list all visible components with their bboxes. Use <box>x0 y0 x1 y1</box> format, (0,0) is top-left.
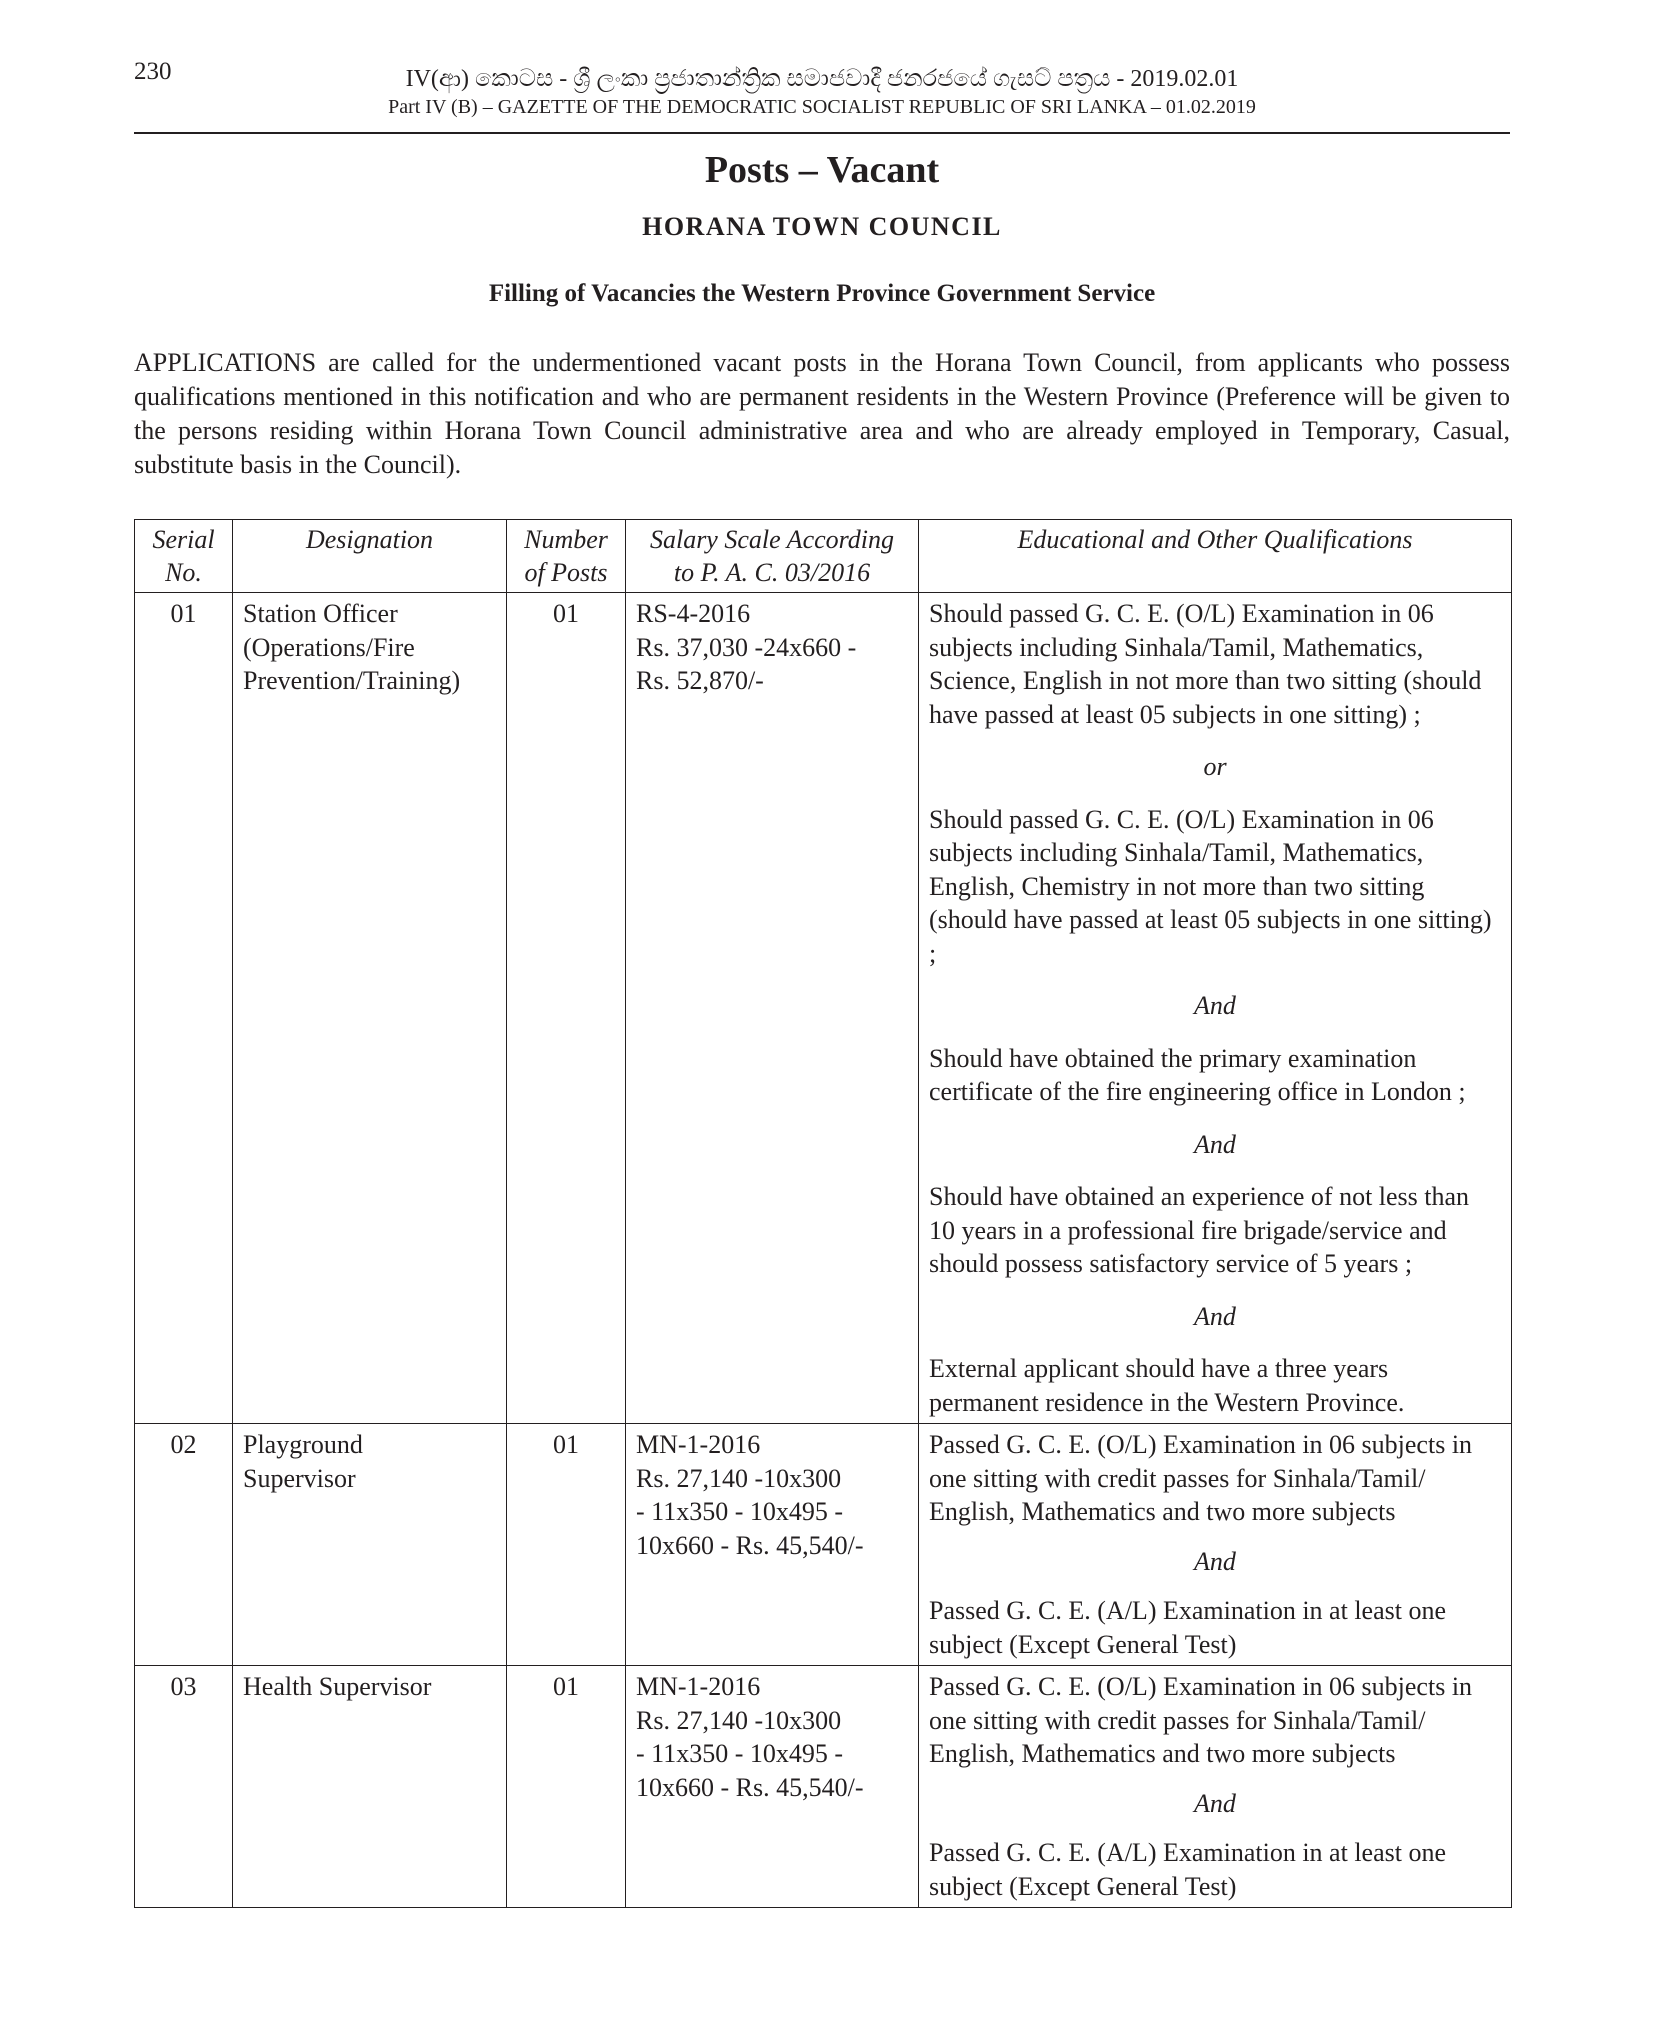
qualification-text: Passed G. C. E. (O/L) Examination in 06 subjects in one sitting with credit passes for Sinhala/Tamil/ English, Mathematics and two more subjects <box>929 1672 1473 1768</box>
page-number: 230 <box>134 58 172 85</box>
posts-count-cell: 01 <box>507 1424 626 1666</box>
qualification-text: Passed G. C. E. (A/L) Examination in at least one subject (Except General Test) <box>929 1838 1447 1901</box>
qualification-text: Should have obtained the primary examination certificate of the fire engineering office in London ; <box>929 1043 1466 1106</box>
qualification-text: Should have obtained an experience of not less than 10 years in a professional fire brigade/service and should possess satisfactory service of 5 years ; <box>929 1182 1470 1278</box>
qualification-text: Passed G. C. E. (O/L) Examination in 06 subjects in one sitting with credit passes for Sinhala/Tamil/ English, Mathematics and two more subjects <box>929 1430 1473 1526</box>
vacancies-table <box>134 519 1512 1908</box>
gazette-header <box>134 56 1510 132</box>
designation-cell: Health Supervisor <box>233 1666 507 1908</box>
qualifications-cell <box>919 593 1512 1424</box>
serial-cell: 01 <box>135 593 233 1424</box>
designation-cell: Playground Supervisor <box>233 1424 507 1666</box>
table-row <box>135 593 1512 1424</box>
designation-cell: Station Officer (Operations/Fire Prevention/Training) <box>233 593 507 1424</box>
table-row <box>135 1666 1512 1908</box>
serial-cell: 02 <box>135 1424 233 1666</box>
qualification-text: Passed G. C. E. (A/L) Examination in at least one subject (Except General Test) <box>929 1596 1447 1659</box>
qualification-connector: And <box>1194 991 1236 1020</box>
qualification-text: Should passed G. C. E. (O/L) Examination in 06 subjects including Sinhala/Tamil, Mathematics, English, Chemistry in not more than two sitting (should have passed at least 05 subjects in one sitting) ; <box>929 804 1492 968</box>
salary-cell: MN-1-2016 Rs. 27,140 -10x300 - 11x350 - 10x495 - 10x660 - Rs. 45,540/- <box>626 1666 919 1908</box>
salary-cell: RS-4-2016 Rs. 37,030 -24x660 - Rs. 52,870/- <box>626 593 919 1424</box>
council-name: HORANA TOWN COUNCIL <box>642 212 1002 241</box>
qualifications-cell <box>919 1666 1512 1908</box>
qualification-text: External applicant should have a three years permanent residence in the Western Province. <box>929 1354 1405 1417</box>
table-header-row <box>135 520 1512 593</box>
qualification-connector: And <box>1194 1788 1236 1818</box>
header-number-of-posts: Number of Posts <box>507 520 626 593</box>
qualification-connector: And <box>1194 1301 1236 1331</box>
table-row <box>135 1424 1512 1666</box>
qualification-connector: And <box>1194 1546 1236 1576</box>
header-divider <box>134 132 1510 134</box>
qualification-connector: And <box>1194 1129 1236 1159</box>
page-title: Posts – Vacant <box>704 149 940 191</box>
posts-count-cell: 01 <box>507 1666 626 1908</box>
header-qualifications: Educational and Other Qualifications <box>919 520 1512 593</box>
posts-count-cell: 01 <box>507 593 626 1424</box>
serial-cell: 03 <box>135 1666 233 1908</box>
salary-cell: MN-1-2016 Rs. 27,140 -10x300 - 11x350 - 10x495 - 10x660 - Rs. 45,540/- <box>626 1424 919 1666</box>
qualification-text: Should passed G. C. E. (O/L) Examination in 06 subjects including Sinhala/Tamil, Mathematics, Science, English in not more than two sitting (should have passed at least 05 subjects in one sitting) ; <box>929 599 1482 729</box>
qualification-connector: or <box>1203 752 1227 781</box>
header-sinhala-title: IV(ආ) කොටස - ශ්‍රී ලංකා ප්‍රජාතාන්ත්‍රික සමාජවාදී ජනරජයේ ගැසට් පත්‍රය - 2019.02.01 <box>405 66 1239 92</box>
header-english-title: Part IV (B) – GAZETTE OF THE DEMOCRATIC SOCIALIST REPUBLIC OF SRI LANKA – 01.02.2019 <box>388 96 1256 118</box>
intro-paragraph: APPLICATIONS are called for the undermentioned vacant posts in the Horana Town Council, from applicants who possess qualifications mentioned in this notification and who are permanent residents in the Western Province (Preference will be given to the persons residing within Horana Town Council administrative area and who are already employed in Temporary, Casual, substitute basis in the Council). <box>134 348 1510 479</box>
header-designation: Designation <box>233 520 507 593</box>
qualifications-cell <box>919 1424 1512 1666</box>
header-serial: Serial No. <box>135 520 233 593</box>
header-salary-scale: Salary Scale According to P. A. C. 03/2016 <box>626 520 919 593</box>
notice-subheading: Filling of Vacancies the Western Province Government Service <box>488 280 1156 307</box>
